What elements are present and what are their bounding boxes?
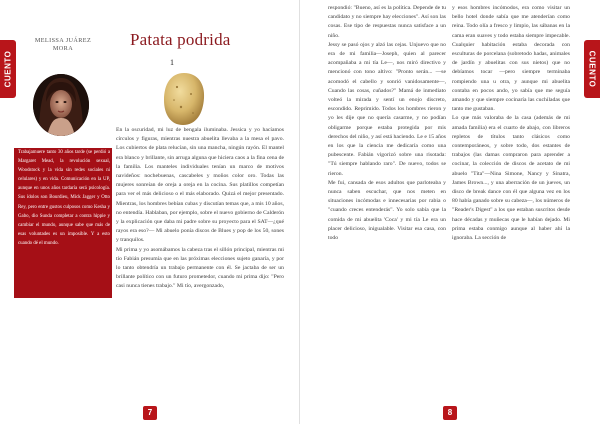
chapter-number: 1 <box>170 58 174 67</box>
paragraph: Me fui, cansada de esos adultos que parloteaba y nunca saben escuchar, que nos meten en situaciones incómodas e innecesarias por rabia o "cuando creces entenderás". Yo solo sabía que la comida de mi abuelita 'Coca' y mi tía Le era un placer delicioso, inigualable. Visitar esa casa, con todo <box>328 179 446 242</box>
paragraph: Mi prima y yo asomábamos la cabeza tras el sillón principal, mientras mi tío Fabián presumía que en las próximas elecciones sujeto ganaría, y por lo tanto obtendría un trabajo permanente con él. Se jactaba de ser un brillante político con un futuro prometedor, cuando mi prima dijo: "Pero casi nunca tienes trabajo." Mi tío, avergonzado, <box>116 246 284 290</box>
section-tab-label: CUENTO <box>587 50 597 88</box>
potato-illustration <box>160 70 208 128</box>
page-number-right: 8 <box>443 406 457 420</box>
right-text-column-1 <box>328 4 446 243</box>
page-number-left: 7 <box>143 406 157 420</box>
author-portrait <box>33 74 89 136</box>
section-tab-left <box>0 40 16 98</box>
author-bio: Trabajamuere tanto 30 años tarde (se perdió a Margaret Mead, la revolución sexual, Woodstock y la vida sin redes sociales ni celulares) y en vida. Comunicación en la UP, aunque en unos años tardaría será psicología. Sus ídolos son Bourdieu, Mick Jagger y Otto Rey, pero entre gustos culposos como Kesha y Gabo, dio Sunda completar a contra hippie y cambiar el mundo, aunque sabe que más de esas voluntades es un imposible. Y a esto cuando dé el mundo. <box>18 150 110 246</box>
paragraph: respondió: "Bueno, así es la política. Depende de tu candidato y no siempre hay elecciones". Así son las cosas. Ese tipo de respuestas nunca satisface a un niño. <box>328 5 446 39</box>
paragraph: Lo que más valoraba de la casa (además de mi amada familia) era el cuarto de abajo, con libreros repletos de títulos tanto clásicos como contemporáneos, y sobre todo, dos estantes de trabajos (las damas compraron para aprender a cocinar, la colección de discos de acetato de mi abuelo "Tita"—Nina Simone, Nancy y Sinatra, James Brown..., y una aberración de un jueves, un disco de break dance con él que alguna vez en los 80 había ganado sobre su cabeza—, los números de "Reader's Digest" a los que estaban suscritos desde hace décadas y muñecas que le habían dejado. Mi prima estaba conmigo aunque al haber ahí la ignoraba. La sección de <box>452 115 570 242</box>
paragraph: Jessy se pasó ojos y alzó las cejas. Unjuevo que no era de mi familia—Joseph, quien al parecer acompañaba a mi tía Le—, nos miró directivo y mencionó con tono altivo: "Pronto serán... —se acomodó el cabello y sonrió vanidosamente—, Cuando las cosas, cuñados?" Mamá de inmediato volteó la mirada y sentí un enojo discreto, escondido. Reprimido. Todos los hombres rieron y yo les dije que no quería casarme, y no podían obligarme porque estaba protegida por mis derechos del niño, y así está haciendo. Le e 15 años en los que la ciencia me dedicaría como una pubescente. Fabián vigorizó sobre una risotada: "Tú siempre hablando raro". De nuevo, todos se rieron. <box>328 41 446 177</box>
left-text-column <box>116 126 284 292</box>
section-tab-right <box>584 40 600 98</box>
section-tab-label: CUENTO <box>3 50 13 88</box>
author-name: MELISSA JUÁREZ MORA <box>34 37 92 53</box>
right-text-column-2 <box>452 4 570 243</box>
story-title: Patata podrida <box>130 30 231 49</box>
paragraph: y esos hombres incómodos, era como visitar un bello hotel donde sabía que me atenderían como reina. Todo olía a fresco y limpio, las sábanas en la cama eran suaves y todo estaba siempre impecable. Cualquier habitación estaba decorada con esculturas de porcelana (sobretodo hadas, animales de jardín y abuelitas con sus nietos) que no debíamos tocar —pero siempre terminaba rompiendo una u otra, y aunque mi abuelita contaba en pocos ando, yo sabía que me seguía amando y que siempre cocinaría las cuchiladas que tanto me gustaban. <box>452 5 570 113</box>
paragraph: En la oscuridad, mi luz de bengala iluminaba. Jessica y yo hacíamos círculos y figuras, mientras nuestra abuelita llevaba a la mesa el pavo. Los cubiertos de plata relucían, sin una mancha, ningún rayón. El mantel era blanco y brillante, sin arruga alguna que hiciera caos a la fina cena de la familia. Los manteles individuales tenían un marco de motivos navideños: nochebuenas, cascabeles y moños color oro. Todas las mujeres sonreían de oreja a oreja en la cocina. Sus platillos competían para ver el más delicioso o el más elaborado. Quizá el mejor presentado. Mientras, los hombres bebían cubas y discutían temas que, a mis 10 años, no entendía. Hablaban, por ejemplo, sobre el nuevo gobierno de Calderón y la explicación que daba mi padre sobre su proyecto para el SAT—¿qué rayos era eso?— Mi abuelo ponía discos de Blues y pop de los 50, sones y tranquilos. <box>116 127 284 244</box>
right-page <box>300 0 600 424</box>
